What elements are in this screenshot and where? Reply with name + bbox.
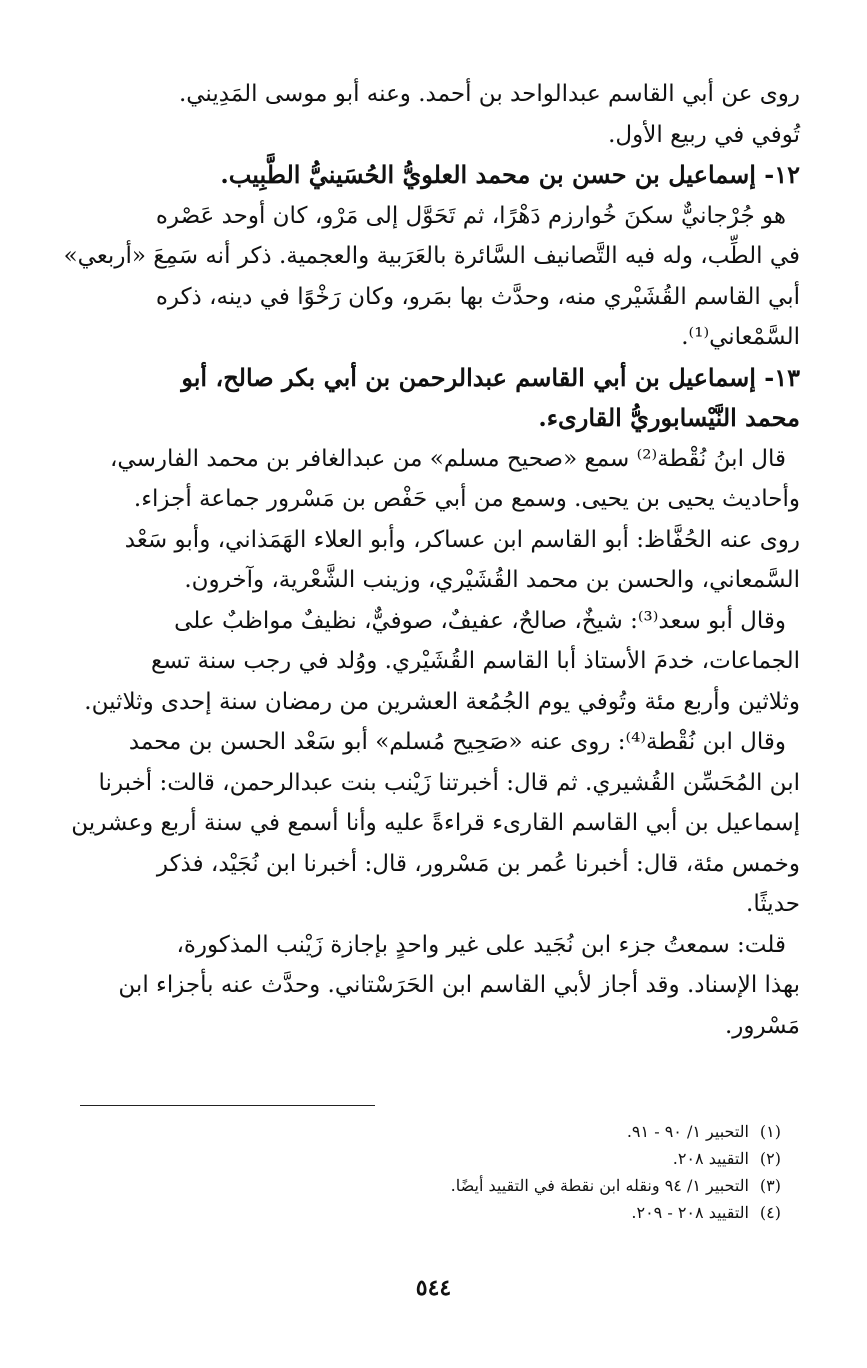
text-line: أبي القاسم القُشَيْري منه، وحدَّث بها بمَرو، وكان رَخْوًا في دينه، ذكره bbox=[155, 283, 800, 310]
text-line: روى عنه الحُفَّاظ: أبو القاسم ابن عساكر، وأبو العلاء الهَمَذاني، وأبو سَعْد bbox=[124, 526, 800, 553]
text-line: تُوفي في ربيع الأول. bbox=[608, 121, 800, 148]
footnote-text: التحبير ١/ ٩٤ ونقله ابن نقطة في التقييد أيضًا. bbox=[450, 1176, 749, 1195]
text-line: الجماعات، خدمَ الأستاذ أبا القاسم القُشَيْري. ووُلد في رجب سنة تسع bbox=[151, 648, 800, 674]
entry-heading-12: ١٢- إسماعيل بن حسن بن محمد العلويُّ الحُسَينيُّ الطَّبِيب. bbox=[220, 160, 800, 189]
text-line: إسماعيل بن أبي القاسم القارىء قراءةً عليه وأنا أسمع في سنة أربع وعشرين bbox=[71, 810, 800, 836]
footnote-text: التحبير ١/ ٩٠ - ٩١. bbox=[626, 1122, 749, 1141]
text-line: حديثًا. bbox=[746, 891, 800, 917]
footnotes bbox=[451, 1118, 781, 1226]
text-line: بهذا الإسناد. وقد أجاز لأبي القاسم ابن الحَرَسْتاني. وحدَّث عنه بأجزاء ابن bbox=[118, 972, 800, 998]
text-line: وخمس مئة، قال: أخبرنا عُمر بن مَسْرور، قال: أخبرنا ابن نُجَيْد، فذكر bbox=[156, 850, 800, 877]
entry-heading-13: ١٣- إسماعيل بن أبي القاسم عبدالرحمن بن أبي بكر صالح، أبو bbox=[181, 362, 800, 392]
text-line: السَّمْعاني⁽¹⁾. bbox=[681, 324, 800, 350]
text-line: وأحاديث يحيى بن يحيى. وسمع من أبي حَفْص بن مَسْرور جماعة أجزاء. bbox=[133, 486, 800, 512]
text-line: هو جُرْجانيٌّ سكنَ خُوارزم دَهْرًا، ثم تَحَوَّل إلى مَرْو، كان أوحد عَصْره bbox=[155, 202, 786, 229]
footnote bbox=[451, 1199, 781, 1226]
footnote-separator bbox=[80, 1105, 375, 1106]
footnote-text: التقييد ٢٠٨ - ٢٠٩. bbox=[631, 1203, 749, 1222]
text-line: ابن المُحَسِّن القُشيري. ثم قال: أخبرتنا زَيْنب بنت عبدالرحمن، قالت: أخبرنا bbox=[98, 769, 800, 796]
text-line: قلت: سمعتُ جزء ابن نُجَيد على غير واحدٍ بإجازة زَيْنب المذكورة، bbox=[176, 931, 786, 958]
footnote-text: التقييد ٢٠٨. bbox=[672, 1149, 749, 1168]
text-line: مَسْرور. bbox=[724, 1012, 800, 1039]
entry-heading-13-cont: محمد النَّيْسابوريُّ القارىء. bbox=[538, 403, 800, 432]
footnote-number: (١) bbox=[759, 1122, 781, 1141]
text-line: السَّمعاني، والحسن بن محمد القُشَيْري، وزينب الشَّعْرية، وآخرون. bbox=[184, 567, 800, 593]
footnote bbox=[451, 1118, 781, 1145]
footnote bbox=[451, 1172, 781, 1199]
footnote-number: (٢) bbox=[759, 1149, 781, 1168]
text-line: وقال أبو سعد⁽³⁾: شيخٌ، صالحٌ، عفيفٌ، صوفيٌّ، نظيفٌ مواظبٌ على bbox=[174, 607, 786, 634]
footnote-number: (٣) bbox=[759, 1176, 781, 1195]
footnote bbox=[451, 1145, 781, 1172]
text-line: في الطِّب، وله فيه التَّصانيف السَّائرة بالعَرَبية والعجمية. ذكر أنه سَمِعَ «أربعي» bbox=[63, 243, 800, 269]
page-body bbox=[63, 74, 800, 1046]
footnote-number: (٤) bbox=[759, 1203, 781, 1222]
text-line: روى عن أبي القاسم عبدالواحد بن أحمد. وعنه أبو موسى المَدِيني. bbox=[178, 81, 800, 107]
text-line: قال ابنُ نُقْطة⁽²⁾ سمع «صحيح مسلم» من عبدالغافر بن محمد الفارسي، bbox=[110, 445, 786, 472]
text-line: وثلاثين وأربع مئة وتُوفي يوم الجُمُعة العشرين من رمضان سنة إحدى وثلاثين. bbox=[84, 688, 800, 715]
text-line: وقال ابن نُقْطة⁽⁴⁾: روى عنه «صَحِيح مُسلم» أبو سَعْد الحسن بن محمد bbox=[128, 729, 786, 755]
page-number: ٥٤٤ bbox=[415, 1275, 452, 1301]
